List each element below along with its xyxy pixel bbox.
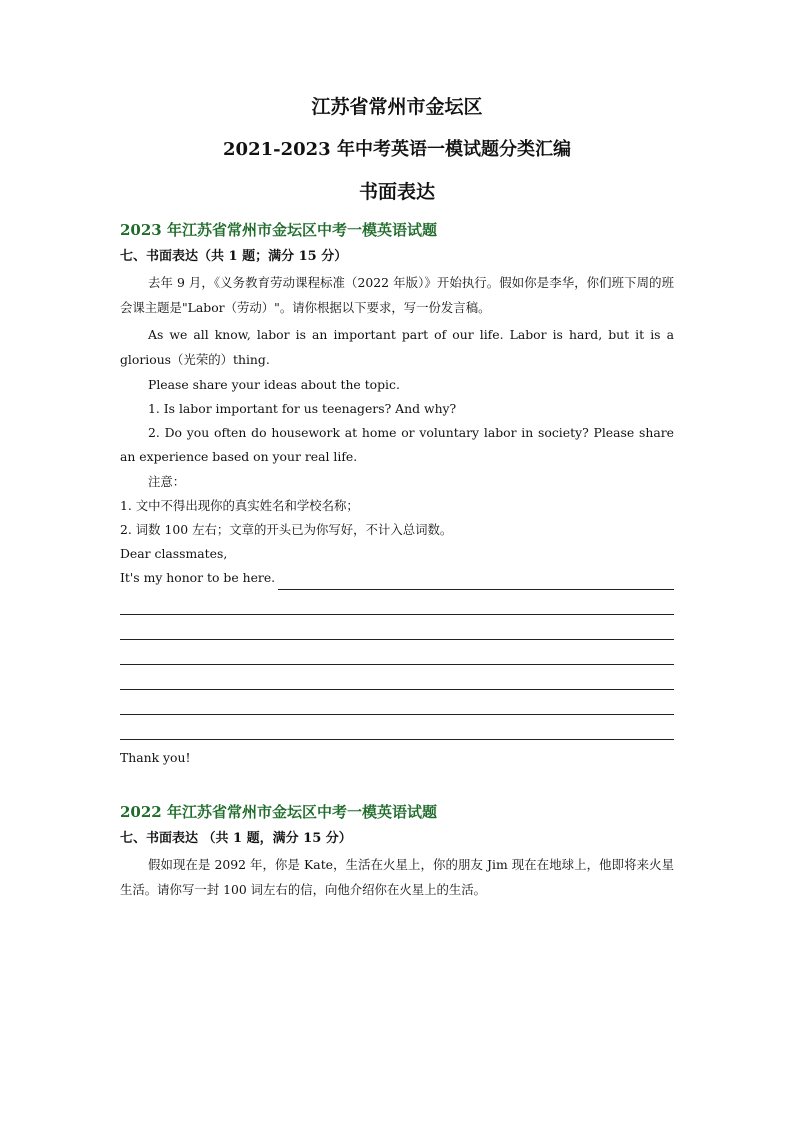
writing-line-blank[interactable] [278, 571, 674, 590]
document-title-region: 江苏省常州市金坛区 [311, 96, 483, 118]
document-title-topic: 书面表达 [358, 181, 435, 203]
task-heading-2022: 七、书面表达 （共 1 题，满分 15 分） [120, 831, 352, 846]
body-paragraph-2022: 假如现在是 2092 年，你是 Kate，生活在火星上，你的朋友 Jim 现在在地球上，他即将来火星生活。请你写一封 100 词左右的信，向他介绍你在火星上的生活。 [120, 857, 674, 897]
writing-line[interactable] [120, 590, 674, 615]
writing-first-line[interactable] [120, 566, 674, 590]
writing-line[interactable] [120, 615, 674, 640]
writing-line[interactable] [120, 715, 674, 740]
writing-line[interactable] [120, 665, 674, 690]
question-2: 2. Do you often do housework at home or voluntary labor in society? Please share an experience based on your real life. [120, 425, 674, 464]
writing-line[interactable] [120, 690, 674, 715]
share-instruction: Please share your ideas about the topic. [148, 377, 400, 392]
letter-opening: It's my honor to be here. [120, 570, 276, 585]
task-heading-2023: 七、书面表达（共 1 题；满分 15 分） [120, 249, 348, 264]
note-1: 1. 文中不得出现你的真实姓名和学校名称； [120, 498, 359, 513]
section-spacer [120, 770, 674, 795]
section-heading-2023: 2023 年江苏省常州市金坛区中考一模英语试题 [120, 221, 437, 239]
letter-closing: Thank you! [120, 750, 191, 765]
intro-paragraph-2023: 去年 9 月，《义务教育劳动课程标准（2022 年版）》开始执行。假如你是李华，你们班下周的班会课主题是"Labor（劳动）"。请你根据以下要求，写一份发言稿。 [120, 275, 674, 315]
writing-line[interactable] [120, 640, 674, 665]
note-2: 2. 词数 100 左右；文章的开头已为你写好，不计入总词数。 [120, 522, 453, 537]
question-1: 1. Is labor important for us teenagers? And why? [148, 401, 457, 416]
letter-greeting: Dear classmates, [120, 546, 228, 561]
section-heading-2022: 2022 年江苏省常州市金坛区中考一模英语试题 [120, 803, 437, 821]
prompt-paragraph-2023: As we all know, labor is an important part of our life. Labor is hard, but it is a glorious（光荣的）thing. [120, 327, 674, 367]
document-content [120, 92, 674, 902]
notes-label: 注意： [148, 474, 186, 489]
document-title-collection: 2021-2023 年中考英语一模试题分类汇编 [223, 139, 571, 160]
